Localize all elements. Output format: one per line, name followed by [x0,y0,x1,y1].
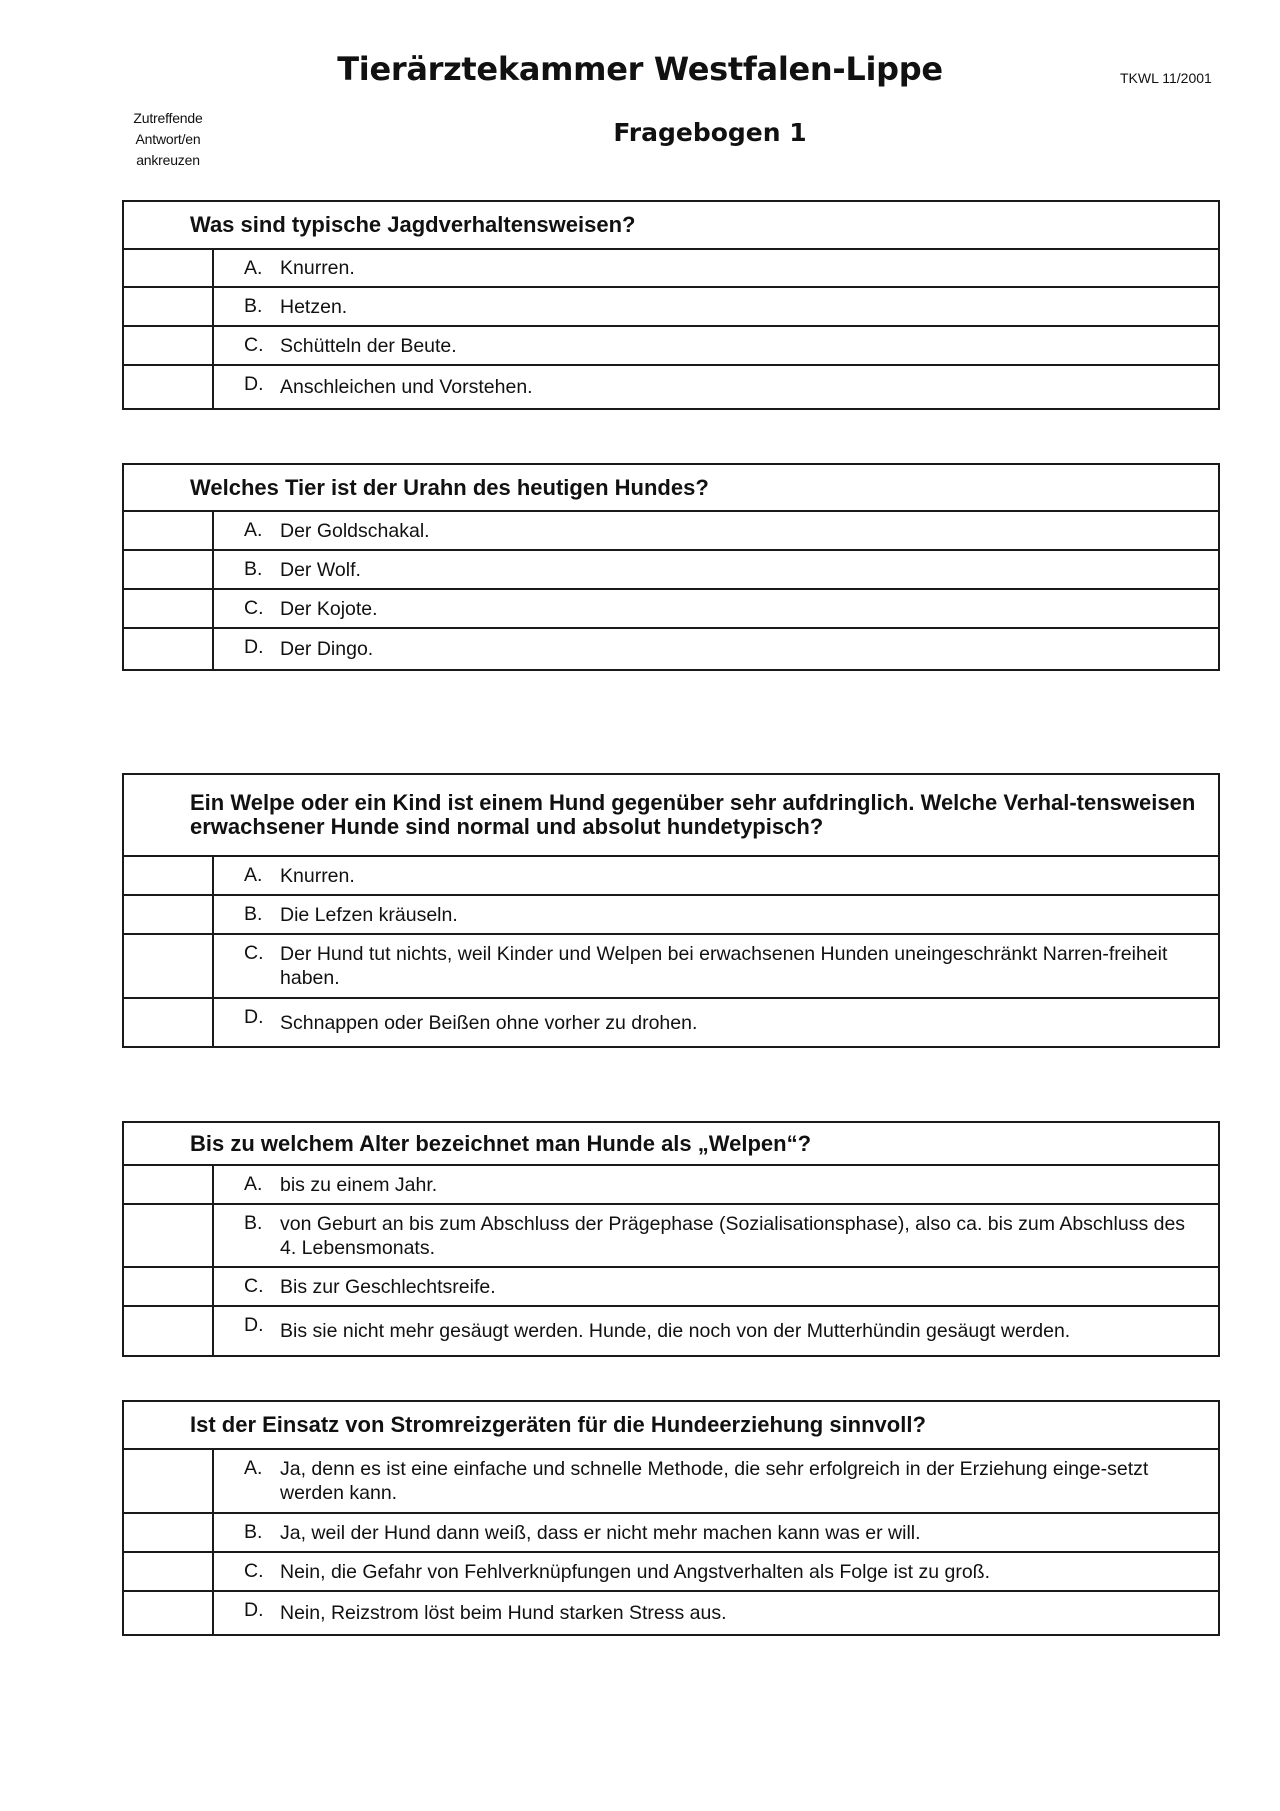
question-box-3 [122,773,1220,1048]
question-text: Ein Welpe oder ein Kind ist einem Hund gegenüber sehr aufdringlich. Welche Verhal-tensweisen erwachsener Hunde sind normal und absolut hundetypisch? [124,775,1218,857]
answer-letter: A. [244,519,263,541]
question-box-2 [122,463,1220,671]
answer-checkbox[interactable] [124,327,214,364]
page-title: Tierärztekammer Westfalen-Lippe [337,50,943,88]
answer-checkbox[interactable] [124,1166,214,1203]
answer-letter: A. [244,864,263,886]
question-box-5 [122,1400,1220,1636]
answer-row [124,1307,1218,1355]
answer-letter: C. [244,1560,264,1582]
answer-row [124,288,1218,327]
answer-text: Der Dingo. [280,638,374,660]
answer-letter: C. [244,1275,264,1297]
answer-row [124,1553,1218,1592]
answer-row [124,857,1218,896]
answer-text: Knurren. [280,864,355,887]
instruction-line: Antwort/en [135,131,201,147]
question-box-4 [122,1121,1220,1357]
answer-letter: B. [244,903,263,925]
answer-text: bis zu einem Jahr. [280,1173,438,1196]
answer-row [124,999,1218,1046]
answer-checkbox[interactable] [124,366,214,408]
answer-text: Nein, die Gefahr von Fehlverknüpfungen und Angstverhalten als Folge ist zu groß. [280,1560,990,1583]
answer-letter: C. [244,597,264,619]
answer-checkbox[interactable] [124,1514,214,1551]
instruction-note [118,108,218,171]
answer-row [124,935,1218,999]
answer-row [124,327,1218,366]
answer-letter: B. [244,1521,263,1543]
answer-row [124,1166,1218,1205]
answer-checkbox[interactable] [124,1592,214,1634]
answer-row [124,1450,1218,1514]
answer-text: Bis sie nicht mehr gesäugt werden. Hunde, die noch von der Mutterhündin gesäugt werden. [280,1320,1071,1342]
answer-row [124,896,1218,935]
answer-checkbox[interactable] [124,999,214,1046]
answer-letter: C. [244,334,264,356]
answer-text: Knurren. [280,257,355,279]
answer-text: Hetzen. [280,295,348,318]
answer-letter: D. [244,1006,264,1028]
answer-row [124,629,1218,669]
answer-row [124,1205,1218,1268]
answer-checkbox[interactable] [124,629,214,669]
answer-row [124,551,1218,590]
answer-letter: B. [244,295,263,317]
answer-checkbox[interactable] [124,935,214,997]
answer-text: Der Goldschakal. [280,519,430,542]
answer-checkbox[interactable] [124,896,214,933]
answer-text: Ja, denn es ist eine einfache und schnelle Methode, die sehr erfolgreich in der Erziehung einge-setzt werden kann. [280,1458,1149,1504]
answer-letter: D. [244,373,264,395]
form-subtitle: Fragebogen 1 [613,118,807,147]
answer-text: von Geburt an bis zum Abschluss der Prägephase (Sozialisationsphase), also ca. bis zum Abschluss des 4. Lebensmonats. [280,1212,1186,1259]
answer-checkbox[interactable] [124,1553,214,1590]
question-text: Welches Tier ist der Urahn des heutigen Hundes? [124,465,1218,512]
answer-text: Der Kojote. [280,597,378,620]
instruction-line: ankreuzen [136,152,200,168]
answer-letter: D. [244,1314,264,1336]
answer-text: Schnappen oder Beißen ohne vorher zu drohen. [280,1011,698,1034]
answer-letter: D. [244,1599,264,1621]
answer-text: Bis zur Geschlechtsreife. [280,1275,496,1298]
answer-text: Schütteln der Beute. [280,334,457,357]
answer-row [124,1592,1218,1634]
answer-checkbox[interactable] [124,512,214,549]
answer-text: Die Lefzen kräuseln. [280,903,458,926]
answer-letter: A. [244,257,263,279]
answer-letter: A. [244,1173,263,1195]
question-text: Bis zu welchem Alter bezeichnet man Hunde als „Welpen“? [124,1123,1218,1166]
answer-text: Nein, Reizstrom löst beim Hund starken Stress aus. [280,1602,727,1624]
instruction-line: Zutreffende [133,110,203,126]
answer-text: Der Wolf. [280,558,361,581]
answer-row [124,590,1218,629]
answer-checkbox[interactable] [124,551,214,588]
answer-checkbox[interactable] [124,1450,214,1512]
answer-letter: D. [244,636,264,658]
answer-checkbox[interactable] [124,1307,214,1355]
question-text: Was sind typische Jagdverhaltensweisen? [124,202,1218,250]
answer-letter: A. [244,1457,263,1479]
answer-text: Der Hund tut nichts, weil Kinder und Welpen bei erwachsenen Hunden uneingeschränkt Narren-freiheit haben. [280,943,1168,989]
answer-letter: C. [244,942,264,964]
answer-checkbox[interactable] [124,250,214,286]
answer-checkbox[interactable] [124,590,214,627]
answer-checkbox[interactable] [124,1205,214,1266]
answer-row [124,512,1218,551]
document-reference: TKWL 11/2001 [1120,70,1212,86]
answer-row [124,366,1218,408]
question-box-1 [122,200,1220,410]
answer-letter: B. [244,558,263,580]
answer-checkbox[interactable] [124,1268,214,1305]
answer-text: Ja, weil der Hund dann weiß, dass er nicht mehr machen kann was er will. [280,1521,921,1544]
answer-checkbox[interactable] [124,857,214,894]
answer-row [124,1514,1218,1553]
answer-checkbox[interactable] [124,288,214,325]
answer-row [124,250,1218,288]
answer-letter: B. [244,1212,263,1234]
answer-row [124,1268,1218,1307]
answer-text: Anschleichen und Vorstehen. [280,376,533,398]
question-text: Ist der Einsatz von Stromreizgeräten für die Hundeerziehung sinnvoll? [124,1402,1218,1450]
